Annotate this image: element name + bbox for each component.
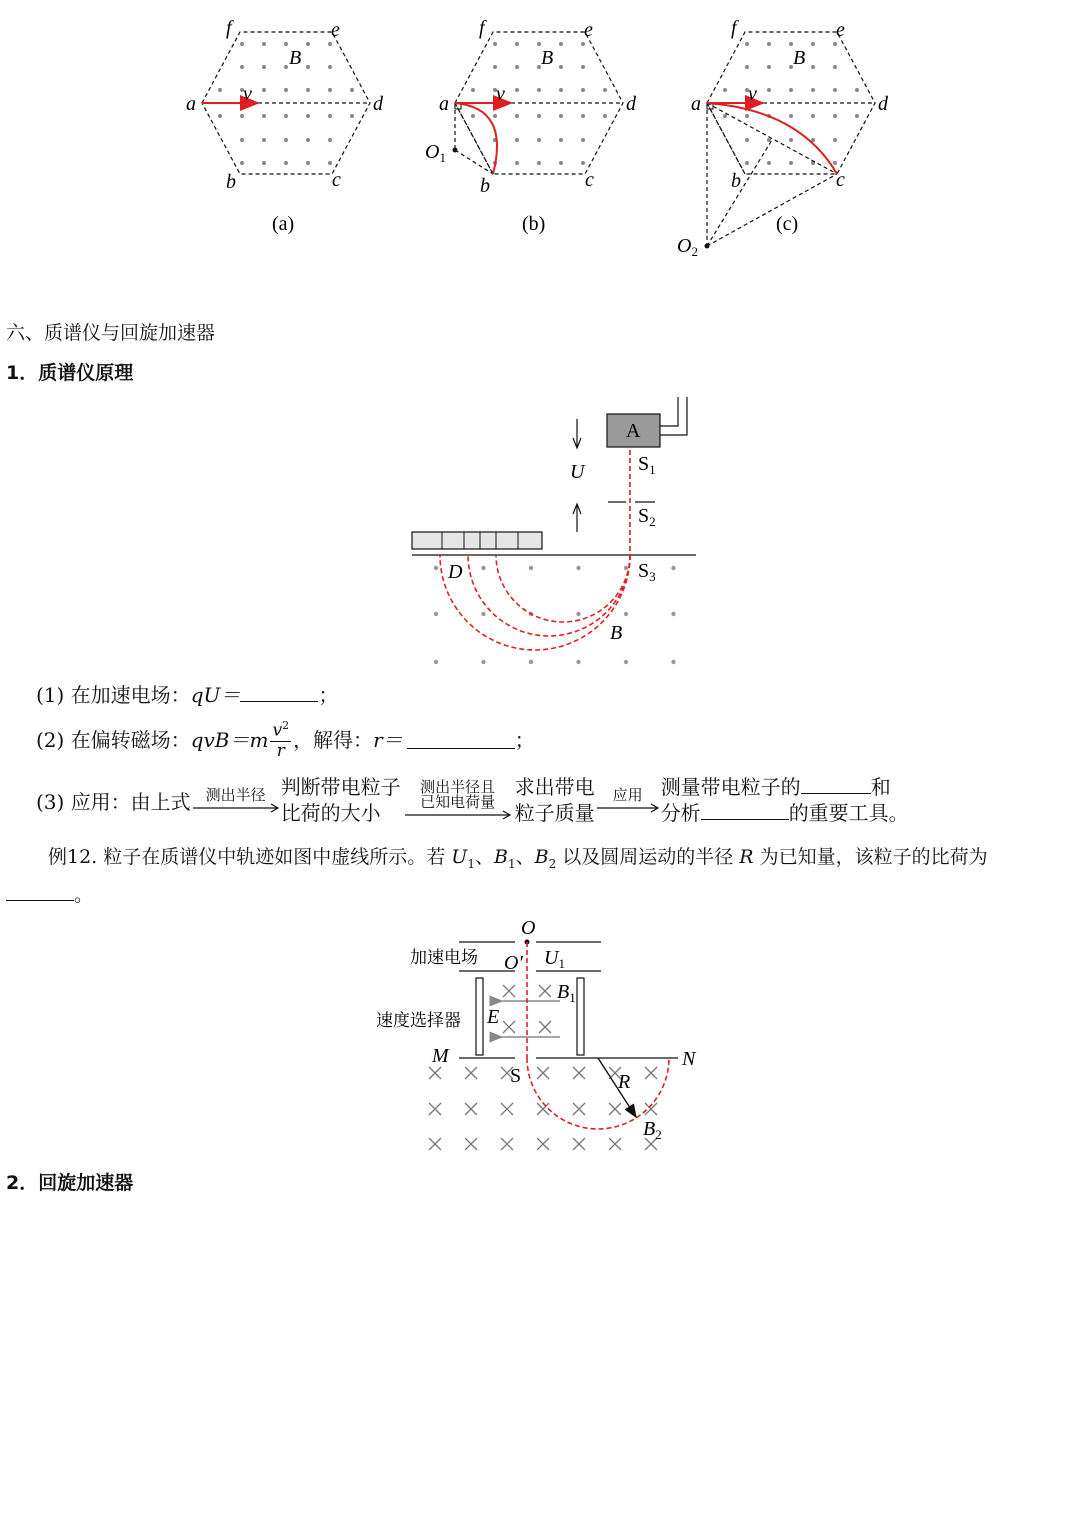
vertex-d-c: d — [878, 93, 888, 115]
fraction-v2-over-r: $\frac{v^2}{r}$ — [272, 719, 290, 761]
field-dot — [767, 65, 771, 69]
field-cross — [573, 1138, 585, 1150]
field-dot — [350, 114, 354, 118]
field-dot — [434, 660, 438, 664]
field-dot — [833, 88, 837, 92]
field-dot — [767, 138, 771, 142]
field-cross — [573, 1067, 585, 1079]
field-dot — [284, 88, 288, 92]
field-dot — [745, 114, 749, 118]
slit3-label: $S_3$ — [638, 560, 656, 584]
field-dot — [481, 660, 485, 664]
field-dot — [434, 566, 438, 570]
field-dot — [529, 566, 533, 570]
field-dot — [515, 138, 519, 142]
field-cross — [645, 1067, 657, 1079]
field-dot — [811, 42, 815, 46]
field-dot — [262, 138, 266, 142]
field-dot — [493, 114, 497, 118]
vertex-a-a: a — [186, 93, 196, 115]
field-dot — [581, 88, 585, 92]
field-dot — [240, 65, 244, 69]
field-dot — [855, 114, 859, 118]
field-dot — [515, 65, 519, 69]
vertex-f-c: f — [731, 17, 737, 39]
velocity-label-c: v — [748, 83, 757, 105]
field-dot — [284, 114, 288, 118]
field-dot — [284, 161, 288, 165]
vertex-a-c: a — [691, 93, 701, 115]
field-dot — [537, 114, 541, 118]
field-dot — [745, 138, 749, 142]
blank-3a[interactable] — [801, 775, 871, 794]
field-dot — [284, 65, 288, 69]
field-dot — [576, 566, 580, 570]
field-dot — [581, 65, 585, 69]
O-prime-label: O′ — [504, 952, 523, 974]
field-dot — [581, 138, 585, 142]
field-dot — [493, 65, 497, 69]
field-dot — [581, 42, 585, 46]
hexagon-b — [425, 17, 637, 235]
field-cross — [501, 1103, 513, 1115]
field-dot — [811, 88, 815, 92]
field-dot — [855, 88, 859, 92]
blank-ex12[interactable] — [6, 882, 74, 901]
arrow-apply: 应用 — [597, 788, 659, 813]
field-dot — [306, 114, 310, 118]
field-dot — [576, 660, 580, 664]
item-1: (1) 在加速电场：qU＝ ； — [36, 683, 339, 707]
field-dot — [262, 42, 266, 46]
field-cross — [429, 1103, 441, 1115]
field-dot — [515, 161, 519, 165]
field-dot — [262, 88, 266, 92]
velocity-label-b: v — [496, 83, 505, 105]
field-dot — [218, 114, 222, 118]
field-dot — [306, 88, 310, 92]
slit2-label: $S_2$ — [638, 505, 656, 529]
caption-b: (b) — [522, 213, 546, 235]
center-o1-label: $O_1$ — [425, 141, 446, 165]
field-dot — [537, 42, 541, 46]
field-cross — [503, 985, 515, 997]
center-o2-label: $O_2$ — [677, 235, 698, 259]
arrow-measure-radius-charge: 测出半径且 已知电荷量 — [405, 780, 511, 820]
field-dot — [328, 88, 332, 92]
detector-strip — [412, 532, 542, 549]
hexagon-c — [677, 17, 889, 259]
field-dot — [671, 660, 675, 664]
field-cross — [609, 1103, 621, 1115]
vertex-a-b: a — [439, 93, 449, 115]
field-dot — [559, 114, 563, 118]
ion-trajectories — [440, 450, 630, 650]
field-dot — [576, 612, 580, 616]
field-cross — [429, 1138, 441, 1150]
field-dot — [218, 88, 222, 92]
field-dot — [559, 42, 563, 46]
field-cross — [573, 1103, 585, 1115]
field-cross — [537, 1138, 549, 1150]
field-dot — [306, 65, 310, 69]
example-12-text: 例12. 粒子在质谱仪中轨迹如图中虚线所示。若 $U_1$、$B_1$、$B_2$ 以及圆周运动的半径 R 为已知量，该粒子的比荷为 — [48, 846, 988, 871]
vertex-c-c: c — [836, 169, 845, 191]
field-dot — [284, 138, 288, 142]
field-dot — [306, 138, 310, 142]
field-dot — [262, 114, 266, 118]
field-dot — [350, 88, 354, 92]
R-label: R — [618, 1071, 631, 1093]
field-dot — [624, 660, 628, 664]
field-dot — [284, 42, 288, 46]
field-dot — [262, 65, 266, 69]
caption-c: (c) — [776, 213, 799, 235]
field-dot — [833, 42, 837, 46]
field-dot — [240, 114, 244, 118]
field-dot — [529, 660, 533, 664]
field-dot — [328, 42, 332, 46]
vertex-b-c: b — [731, 170, 741, 192]
field-dot — [811, 65, 815, 69]
velocity-selector-figure — [370, 912, 710, 1162]
item-3: (3) 应用：由上式 测出半径 判断带电粒子 比荷的大小 测出半径且 已知电荷量 求出带电 粒子质量 应用 测量带电粒子的 和 分析 的重要工具。 — [36, 775, 909, 825]
field-dot — [537, 161, 541, 165]
field-dot — [240, 42, 244, 46]
vertex-b-a: b — [226, 171, 236, 193]
vertex-d-b: d — [626, 93, 636, 115]
voltage-label: U — [570, 461, 585, 483]
field-dot — [767, 88, 771, 92]
field-dot — [671, 566, 675, 570]
O-label: O — [521, 917, 536, 939]
field-dot — [789, 88, 793, 92]
vertex-f-b: f — [479, 17, 485, 39]
field-dot — [767, 42, 771, 46]
field-cross — [539, 1021, 551, 1033]
field-dot — [745, 42, 749, 46]
item-2: (2) 在偏转磁场： qvB＝m $\frac{v^2}{r}$ ，解得： r＝ ； — [36, 719, 535, 761]
field-dot — [833, 161, 837, 165]
field-cross — [609, 1138, 621, 1150]
field-dot — [833, 114, 837, 118]
field-label-spec: B — [610, 622, 623, 644]
hexagon-figures — [0, 0, 1080, 270]
mass-spectrometer-figure — [400, 392, 710, 672]
vertex-e-c: e — [836, 19, 845, 41]
hexagon-a — [186, 17, 384, 235]
example-12-answer-line: 。 — [6, 880, 93, 907]
field-dot — [767, 161, 771, 165]
field-dot — [493, 42, 497, 46]
field-dot — [306, 42, 310, 46]
field-dot — [262, 161, 266, 165]
field-dot — [515, 88, 519, 92]
vertex-c-b: c — [585, 169, 594, 191]
field-dot — [789, 161, 793, 165]
section-six-title: 六、质谱仪与回旋加速器 — [6, 322, 216, 344]
field-dot — [723, 114, 727, 118]
velocity-label-a: v — [243, 83, 252, 105]
field-dot — [471, 88, 475, 92]
selector-trajectory — [527, 942, 669, 1129]
field-dot — [328, 114, 332, 118]
field-cross — [465, 1067, 477, 1079]
M-label: M — [432, 1045, 449, 1067]
field-dot — [603, 88, 607, 92]
field-dot — [789, 138, 793, 142]
step-mass: 求出带电 粒子质量 — [514, 775, 595, 825]
N-label: N — [682, 1048, 696, 1070]
field-cross — [501, 1138, 513, 1150]
field-dot — [328, 65, 332, 69]
slit1-label: $S_1$ — [638, 453, 656, 477]
field-dot — [328, 138, 332, 142]
field-dot — [559, 138, 563, 142]
vertex-d-a: d — [373, 93, 383, 115]
source-label: A — [626, 420, 641, 442]
field-dot — [559, 65, 563, 69]
field-dot — [559, 88, 563, 92]
field-cross — [465, 1138, 477, 1150]
blank-1[interactable] — [240, 683, 318, 702]
detector-label: D — [448, 561, 463, 583]
field-dot — [306, 161, 310, 165]
field-cross — [537, 1067, 549, 1079]
field-dot — [833, 65, 837, 69]
field-dot — [481, 612, 485, 616]
E-label: E — [487, 1006, 500, 1028]
field-dot — [537, 88, 541, 92]
field-dot — [481, 566, 485, 570]
field-cross — [537, 1103, 549, 1115]
field-dot — [789, 42, 793, 46]
field-dot — [537, 138, 541, 142]
field-label-a: B — [289, 47, 302, 69]
B1-label: $B_1$ — [557, 981, 576, 1005]
vertex-f-a: f — [226, 17, 232, 39]
step-judge-ratio: 判断带电粒子 比荷的大小 — [280, 775, 401, 825]
field-dot — [515, 42, 519, 46]
sub1-title: 1．质谱仪原理 — [6, 362, 134, 384]
field-dot — [581, 114, 585, 118]
field-dot — [745, 65, 749, 69]
caption-a: (a) — [272, 213, 295, 235]
step-tool: 测量带电粒子的 和 分析 的重要工具。 — [660, 775, 909, 825]
field-dot — [559, 161, 563, 165]
vertex-b-b: b — [480, 175, 490, 197]
field-dot — [624, 612, 628, 616]
field-dot — [723, 88, 727, 92]
arrow-measure-radius: 测出半径 — [193, 788, 279, 813]
S-label: S — [510, 1065, 522, 1087]
field-dot — [789, 114, 793, 118]
vertex-e-b: e — [584, 19, 593, 41]
vertex-c-a: c — [332, 169, 341, 191]
field-dot — [745, 161, 749, 165]
field-dot — [240, 161, 244, 165]
B2-label: $B_2$ — [643, 1118, 662, 1142]
field-dot — [624, 566, 628, 570]
field-dot — [328, 161, 332, 165]
field-label-b: B — [541, 47, 554, 69]
field-cross — [503, 1021, 515, 1033]
sub2-title: 2．回旋加速器 — [6, 1172, 134, 1194]
field-dot — [811, 114, 815, 118]
field-dot — [471, 114, 475, 118]
field-dot — [581, 161, 585, 165]
field-label-c: B — [793, 47, 806, 69]
field-dot — [671, 612, 675, 616]
U1-label: $U_1$ — [544, 947, 565, 971]
field-dot — [603, 114, 607, 118]
field-dot — [434, 612, 438, 616]
blank-3b[interactable] — [701, 801, 789, 820]
field-cross — [429, 1067, 441, 1079]
vertex-e-a: e — [331, 19, 340, 41]
accel-field-label: 加速电场 — [410, 948, 478, 968]
field-cross — [465, 1103, 477, 1115]
field-dot — [240, 138, 244, 142]
blank-2[interactable] — [407, 730, 515, 749]
field-dot — [833, 138, 837, 142]
velocity-selector-label: 速度选择器 — [376, 1011, 461, 1031]
field-dot — [515, 114, 519, 118]
field-cross — [539, 985, 551, 997]
